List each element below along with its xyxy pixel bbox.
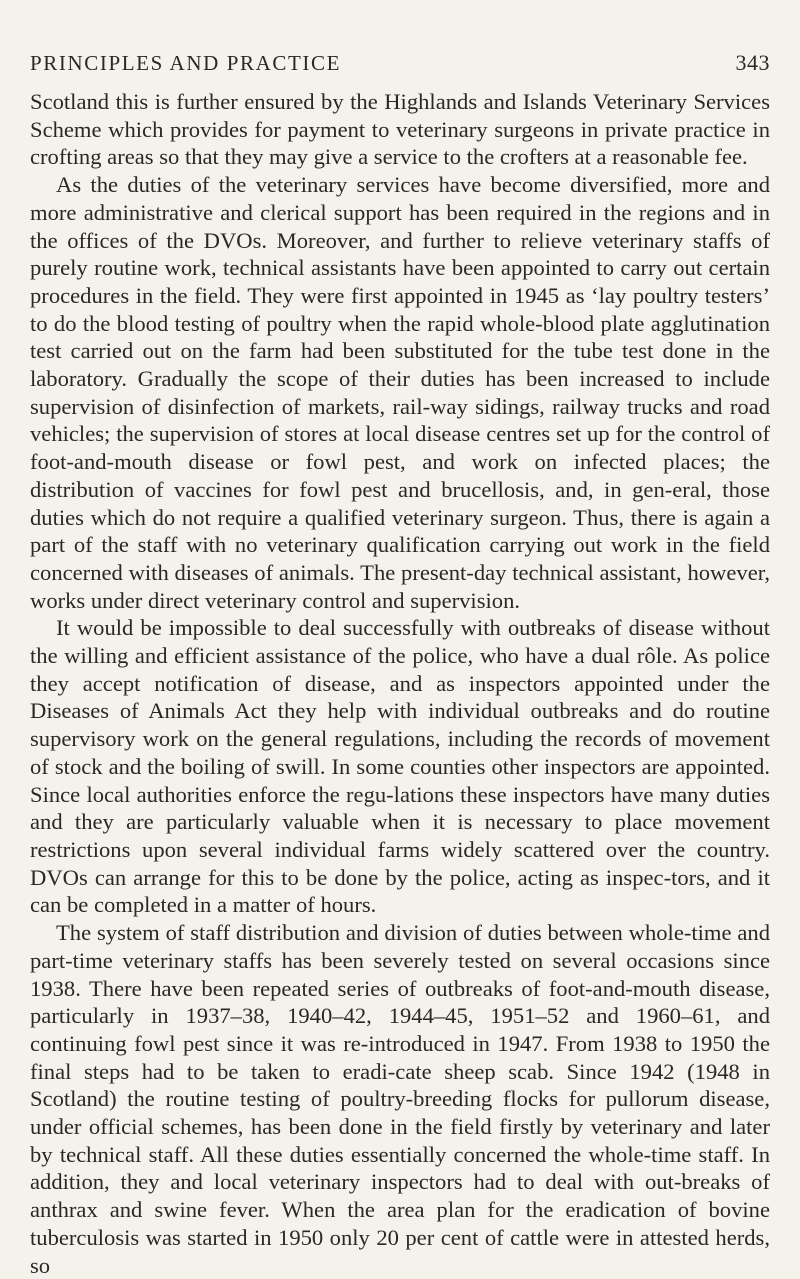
paragraph-police-role: It would be impossible to deal successfully with outbreaks of disease without the willing and efficient assistance of the police, who have a dual rôle. As police they accept notification of disease, and as inspectors appointed under the Diseases of Animals Act they help with individual outbreaks and do routine supervisory work on the general regulations, including the records of movement of stock and the boiling of swill. In some counties other inspectors are appointed. Since local authorities enforce the regu-lations these inspectors have many duties and they are particularly valuable when it is necessary to place movement restrictions upon several individual farms widely scattered over the country. DVOs can arrange for this to be done by the police, acting as inspec-tors, and it can be completed in a matter of hours. [30, 615, 770, 918]
page-number: 343 [735, 50, 770, 75]
running-head [30, 50, 770, 78]
paragraph-technical-assistants: As the duties of the veterinary services have become diversified, more and more administrative and clerical support has been required in the regions and in the offices of the DVOs. Moreover, and further to relieve veterinary staffs of purely routine work, technical assistants have been appointed to carry out certain procedures in the field. They were first appointed in 1945 as ‘lay poultry testers’ to do the blood testing of poultry when the rapid whole-blood plate agglutination test carried out on the farm had been substituted for the tube test done in the laboratory. Gradually the scope of their duties has been increased to include supervision of disinfection of markets, rail-way sidings, railway trucks and road vehicles; the supervision of stores at local disease centres set up for the control of foot-and-mouth disease or fowl pest, and work on infected places; the distribution of vaccines for fowl pest and brucellosis, and, in gen-eral, those duties which do not require a qualified veterinary surgeon. Thus, there is again a part of the staff with no veterinary qualification carrying out work in the field concerned with diseases of animals. The present-day technical assistant, however, works under direct veterinary control and supervision. [30, 172, 770, 613]
body-text [30, 88, 770, 1279]
running-title: PRINCIPLES AND PRACTICE [30, 51, 342, 75]
paragraph-staff-distribution: The system of staff distribution and division of duties between whole-time and part-time veterinary staffs has been severely tested on several occasions since 1938. There have been repeated series of outbreaks of foot-and-mouth disease, particularly in 1937–38, 1940–42, 1944–45, 1951–52 and 1960–61, and continuing fowl pest since it was re-introduced in 1947. From 1938 to 1950 the final steps had to be taken to eradi-cate sheep scab. Since 1942 (1948 in Scotland) the routine testing of poultry-breeding flocks for pullorum disease, under official schemes, has been done in the field firstly by veterinary and later by technical staff. All these duties essentially concerned the whole-time staff. In addition, they and local veterinary inspectors had to deal with out-breaks of anthrax and swine fever. When the area plan for the eradication of bovine tuberculosis was started in 1950 only 20 per cent of cattle were in attested herds, so [30, 920, 770, 1278]
paragraph-continued: Scotland this is further ensured by the Highlands and Islands Veterinary Services Scheme which provides for payment to veterinary surgeons in private practice in crofting areas so that they may give a service to the crofters at a reasonable fee. [30, 89, 770, 170]
